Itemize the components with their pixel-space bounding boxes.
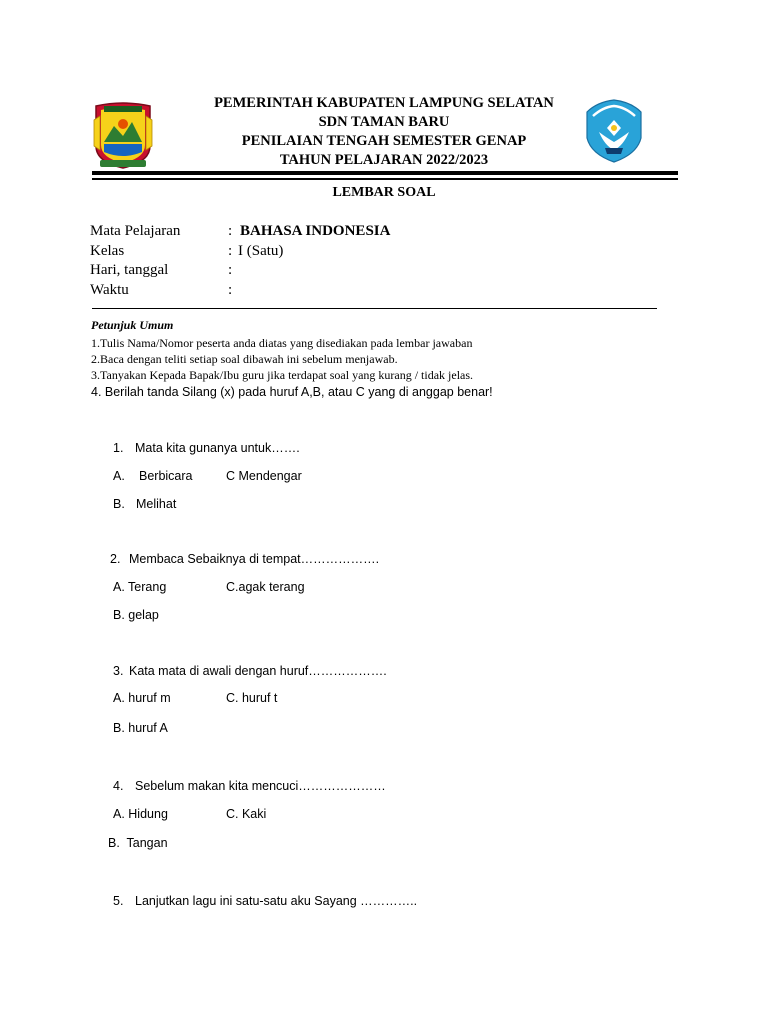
option-a-label: A. xyxy=(113,469,125,483)
option-c: C. Kaki xyxy=(226,807,267,821)
subject-label: Mata Pelajaran xyxy=(90,223,181,239)
header-government-line: PEMERINTAH KABUPATEN LAMPUNG SELATAN xyxy=(214,95,554,111)
date-colon: : xyxy=(228,262,233,278)
instructions-heading: Petunjuk Umum xyxy=(91,318,174,332)
date-label: Hari, tanggal xyxy=(90,262,169,278)
option-a: A. Terang xyxy=(113,580,167,594)
option-b-label: B. xyxy=(113,497,125,511)
instruction-item: 1.Tulis Nama/Nomor peserta anda diatas yang disediakan pada lembar jawaban xyxy=(91,336,473,350)
option-b: B. Tangan xyxy=(108,836,168,850)
option-a: A. Hidung xyxy=(113,807,168,821)
option-a: Berbicara xyxy=(139,469,193,483)
class-colon: : xyxy=(228,243,233,259)
subject-value: BAHASA INDONESIA xyxy=(240,223,391,239)
question-text: Lanjutkan lagu ini satu-satu aku Sayang ………….. xyxy=(135,894,418,908)
identity-divider xyxy=(92,308,657,309)
instruction-item: 2.Baca dengan teliti setiap soal dibawah ini sebelum menjawab. xyxy=(91,352,398,366)
header-school-name: SDN TAMAN BARU xyxy=(318,114,450,130)
page-title: LEMBAR SOAL xyxy=(332,185,436,200)
question-text: Membaca Sebaiknya di tempat………………. xyxy=(129,552,380,566)
option-a: A. huruf m xyxy=(113,691,171,705)
header-divider-thin xyxy=(92,178,678,180)
option-c: C Mendengar xyxy=(226,469,302,483)
question-number: 4. xyxy=(113,779,124,793)
class-value: I (Satu) xyxy=(238,243,284,259)
header-divider-thick xyxy=(92,171,678,175)
option-c: C.agak terang xyxy=(226,580,305,594)
option-b: Melihat xyxy=(136,497,177,511)
instruction-item: 4. Berilah tanda Silang (x) pada huruf A,B, atau C yang di anggap benar! xyxy=(91,385,493,399)
question-text: Kata mata di awali dengan huruf………………. xyxy=(129,664,387,678)
question-number: 2. xyxy=(110,552,121,566)
subject-colon: : xyxy=(228,223,233,239)
class-label: Kelas xyxy=(90,243,125,259)
header-exam-name: PENILAIAN TENGAH SEMESTER GENAP xyxy=(241,133,527,149)
time-colon: : xyxy=(228,282,233,298)
question-number: 3. xyxy=(113,664,124,678)
option-b: B. huruf A xyxy=(113,721,168,735)
question-text: Mata kita gunanya untuk……. xyxy=(135,441,300,455)
question-text: Sebelum makan kita mencuci………………… xyxy=(135,779,386,793)
header-academic-year: TAHUN PELAJARAN 2022/2023 xyxy=(279,152,489,168)
question-number: 5. xyxy=(113,894,124,908)
option-b: B. gelap xyxy=(113,608,159,622)
question-number: 1. xyxy=(113,441,124,455)
time-label: Waktu xyxy=(90,282,129,298)
option-c: C. huruf t xyxy=(226,691,278,705)
instruction-item: 3.Tanyakan Kepada Bapak/Ibu guru jika terdapat soal yang kurang / tidak jelas. xyxy=(91,368,474,382)
